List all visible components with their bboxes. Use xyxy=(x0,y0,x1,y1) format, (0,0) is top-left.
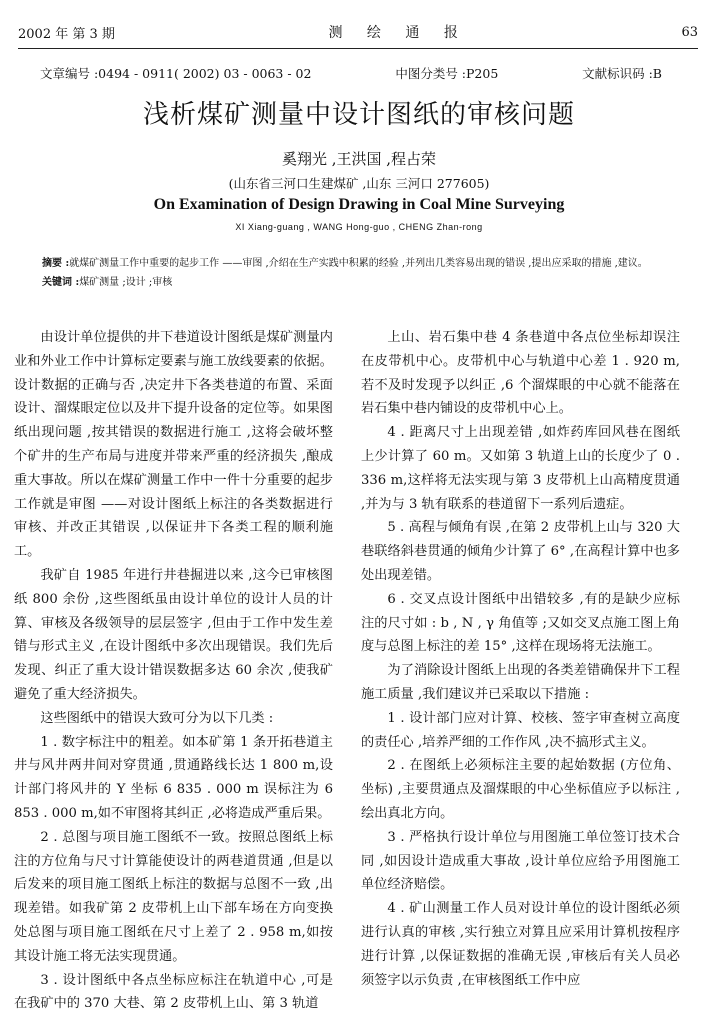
body-paragraph: 3 . 严格执行设计单位与用图施工单位签订技术合同 ,如因设计造成重大事故 ,设计单位应给予用图施工单位经济赔偿。 xyxy=(361,829,680,893)
authors-chinese: 奚翔光 ,王洪国 ,程占荣 xyxy=(281,150,437,168)
abstract-text: 就煤矿测量工作中重要的起步工作 ——审图 ,介绍在生产实践中积累的经验 ,并列出几类容易出现的错误 ,提出应采取的措施 ,建议。 xyxy=(69,258,648,269)
body-paragraph: 为了消除设计图纸上出现的各类差错确保井下工程施工质量 ,我们建议并已采取以下措施 : xyxy=(361,663,680,702)
title-english: On Examination of Design Drawing in Coal Mine Surveying xyxy=(153,196,565,213)
body-paragraph: 4 . 矿山测量工作人员对设计单位的设计图纸必须进行认真的审核 ,实行独立对算且应采用计算机按程序进行计算 ,以保证数据的准确无误 ,审核后有关人员必须签字以示负责 ,在审核图纸工作中应 xyxy=(361,901,680,988)
body-paragraph: 1 . 数字标注中的粗差。如本矿第 1 条开拓巷道主井与风井两井间对穿贯通 ,贯通路线长达 1 800 m,设计部门将风井的 Y 坐标 6 835 . 000 m 误标注为 6 853 . 000 m,如不审图将其纠正 ,必将造成严重后果。 xyxy=(14,734,333,821)
body-paragraph: 上山、岩石集中巷 4 条巷道中各点位坐标却误注在皮带机中心。皮带机中心与轨道中心差 1 . 920 m,若不及时发现予以纠正 ,6 个溜煤眼的中心就不能落在岩石集中巷内铺设的皮带机中心上。 xyxy=(361,330,680,417)
body-columns xyxy=(14,326,680,1016)
abstract-block xyxy=(42,254,658,292)
title-chinese: 浅析煤矿测量中设计图纸的审核问题 xyxy=(142,100,575,130)
abstract xyxy=(42,254,658,273)
body-paragraph: 3 . 设计图纸中各点坐标应标注在轨道中心 ,可是在我矿中的 370 大巷、第 2 皮带机上山、第 3 轨道 xyxy=(14,972,333,1012)
page-number: 63 xyxy=(681,24,698,40)
authors-english: XI Xiang-guang , WANG Hong-guo , CHENG Zhan-rong xyxy=(235,222,483,232)
left-column xyxy=(14,326,333,1016)
article-meta xyxy=(40,64,662,82)
abstract-label: 摘要 : xyxy=(42,258,70,269)
body-paragraph: 5 . 高程与倾角有误 ,在第 2 皮带机上山与 320 大巷联络斜巷贯通的倾角少计算了 6° ,在高程计算中也多处出现差错。 xyxy=(361,520,680,583)
keywords-text: 煤矿测量 ;设计 ;审核 xyxy=(79,277,173,288)
body-paragraph: 6 . 交叉点设计图纸中出错较多 ,有的是缺少应标注的尺寸如 : b , N , γ 角值等 ;又如交叉点施工图上角度与总图上标注的差 15° ,这样在现场将无法施工。 xyxy=(361,591,680,655)
body-paragraph: 1 . 设计部门应对计算、校核、签字审查树立高度的责任心 ,培养严细的工作作风 ,决不搞形式主义。 xyxy=(361,710,680,750)
body-paragraph: 我矿自 1985 年进行井巷掘进以来 ,这今已审核图纸 800 余份 ,这些图纸虽由设计单位的设计人员的计算、审核及各级领导的层层签字 ,但由于工作中发生差错与形式主义 ,在设计图纸中多次出现错误。我们先后发现、纠正了重大设计错误数据多达 60 余次 ,使我矿避免了重大经济损失。 xyxy=(14,567,333,702)
body-paragraph: 由设计单位提供的井下巷道设计图纸是煤矿测量内业和外业工作中计算标定要素与施工放线要素的依据。设计数据的正确与否 ,决定井下各类巷道的布置、采面设计、溜煤眼定位以及井下提升设备的定位等。如果图纸出现问题 ,按其错误的数据进行施工 ,这将会破坏整个矿井的生产布局与进度并带来严重的经济损失 ,酿成重大事故。所以在煤矿测量工作中一件十分重要的起步工作就是审图 ——对设计图纸上标注的各类数据进行审核、并改正其错误 ,以保证井下各类工程的顺利施工。 xyxy=(14,330,333,560)
body-paragraph: 4 . 距离尺寸上出现差错 ,如炸药库回风巷在图纸上少计算了 60 m。又如第 3 轨道上山的长度少了 0 . 336 m,这样将无法实现与第 3 皮带机上山高精度贯通 ,并为与 3 轨有联系的巷道留下一系列后遗症。 xyxy=(361,425,680,512)
keywords xyxy=(42,273,658,292)
clc-number: 中图分类号 :P205 xyxy=(395,66,499,81)
body-paragraph: 2 . 总图与项目施工图纸不一致。按照总图纸上标注的方位角与尺寸计算能使设计的两巷道贯通 ,但是以后发来的项目施工图纸上标注的数据与总图不一致 ,出现差错。如我矿第 2 皮带机上山下部车场在方向变换处总图与项目施工图纸在尺寸上差了 2 . 958 m,如按其设计施工将无法实现贯通。 xyxy=(14,829,333,964)
affiliation-chinese: (山东省三河口生建煤矿 ,山东 三河口 277605) xyxy=(228,176,490,191)
document-code: 文献标识码 :B xyxy=(582,66,662,81)
journal-name: 测 绘 通 报 xyxy=(328,25,468,41)
right-column xyxy=(361,326,680,1016)
issue-label: 2002 年 第 3 期 xyxy=(18,26,115,42)
article-id: 文章编号 :0494 - 0911( 2002) 03 - 0063 - 02 xyxy=(40,66,312,81)
running-head xyxy=(18,22,698,49)
body-paragraph: 这些图纸中的错误大致可分为以下几类 : xyxy=(40,710,274,726)
body-paragraph: 2 . 在图纸上必须标注主要的起始数据 (方位角、坐标) ,主要贯通点及溜煤眼的中心坐标值应予以标注 ,绘出真北方向。 xyxy=(361,758,680,821)
keywords-label: 关键词 : xyxy=(42,277,80,288)
